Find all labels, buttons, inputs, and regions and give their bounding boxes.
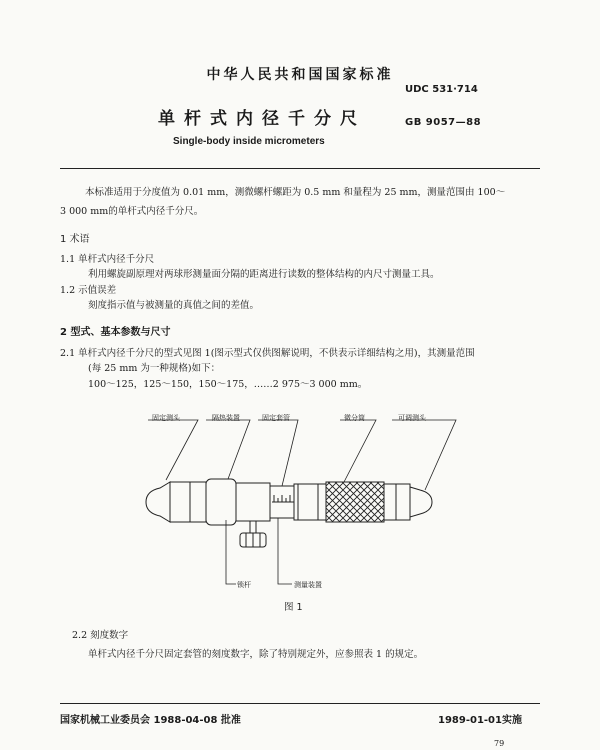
footer-rule — [60, 703, 540, 704]
section-1-1-text: 利用螺旋副原理对两球形测量面分隔的距离进行读数的整体结构的内尺寸测量工具。 — [88, 269, 440, 280]
figure-caption: 图 1 — [284, 602, 303, 613]
left-anvil-shape — [146, 482, 170, 522]
document-title: 单杆式内径千分尺 — [158, 109, 366, 129]
section-1-2-text: 刻度指示值与被测量的真值之间的差值。 — [88, 300, 260, 311]
section-2-1-line-2: (每 25 mm 为一种规格)如下： — [88, 363, 221, 374]
intro-line-1: 本标准适用于分度值为 0.01 mm，测微螺杆螺距为 0.5 mm 和量程为 25 mm，测量范围由 100～ — [85, 187, 506, 198]
english-title: Single-body inside micrometers — [173, 136, 325, 147]
label-movable-anvil: 可调测头 — [398, 414, 426, 422]
label-fixed-sleeve: 固定套管 — [262, 414, 290, 422]
label-insulation: 隔热装置 — [212, 414, 240, 422]
rod-shape — [236, 483, 270, 521]
standard-title: 中华人民共和国国家标准 — [206, 67, 394, 83]
label-lock: 锁杆 — [237, 581, 251, 589]
section-1-heading: 1 术语 — [60, 234, 90, 245]
label-thimble: 微分筒 — [344, 414, 365, 422]
thimble-shape — [294, 484, 326, 520]
section-2-2-text: 单杆式内径千分尺固定套管的刻度数字，除了特别规定外，应参照表 1 的规定。 — [88, 649, 424, 660]
left-body-shape — [170, 482, 206, 522]
section-2-2-heading: 2.2 刻度数字 — [72, 630, 129, 641]
insulation-sleeve — [206, 479, 236, 525]
label-adjust-nut: 测量装置 — [294, 581, 322, 589]
implementation-date: 1989-01-01实施 — [438, 715, 522, 726]
label-fixed-anvil: 固定测头 — [152, 414, 180, 422]
section-2-1-ranges: 100～125，125～150，150～175，……2 975～3 000 mm。 — [88, 379, 368, 390]
gb-number: GB 9057—88 — [405, 117, 482, 128]
page-number: 79 — [494, 739, 505, 748]
section-1-2-heading: 1.2 示值误差 — [60, 285, 117, 296]
lock-stem — [250, 521, 256, 533]
section-2-1-line-1: 2.1 单杆式内径千分尺的型式见图 1(图示型式仅供图解说明，不供表示详细结构之用)，其测量范围 — [60, 348, 475, 359]
knurled-ratchet — [326, 482, 384, 522]
section-1-1-heading: 1.1 单杆式内径千分尺 — [60, 254, 155, 265]
intro-line-2: 3 000 mm的单杆式内径千分尺。 — [60, 206, 204, 217]
right-body-shape — [384, 484, 410, 520]
section-2-heading: 2 型式、基本参数与尺寸 — [60, 327, 171, 338]
right-anvil-shape — [410, 487, 432, 517]
approval-line: 国家机械工业委员会 1988-04-08 批准 — [60, 715, 241, 726]
udc-code: UDC 531·714 — [405, 84, 478, 95]
